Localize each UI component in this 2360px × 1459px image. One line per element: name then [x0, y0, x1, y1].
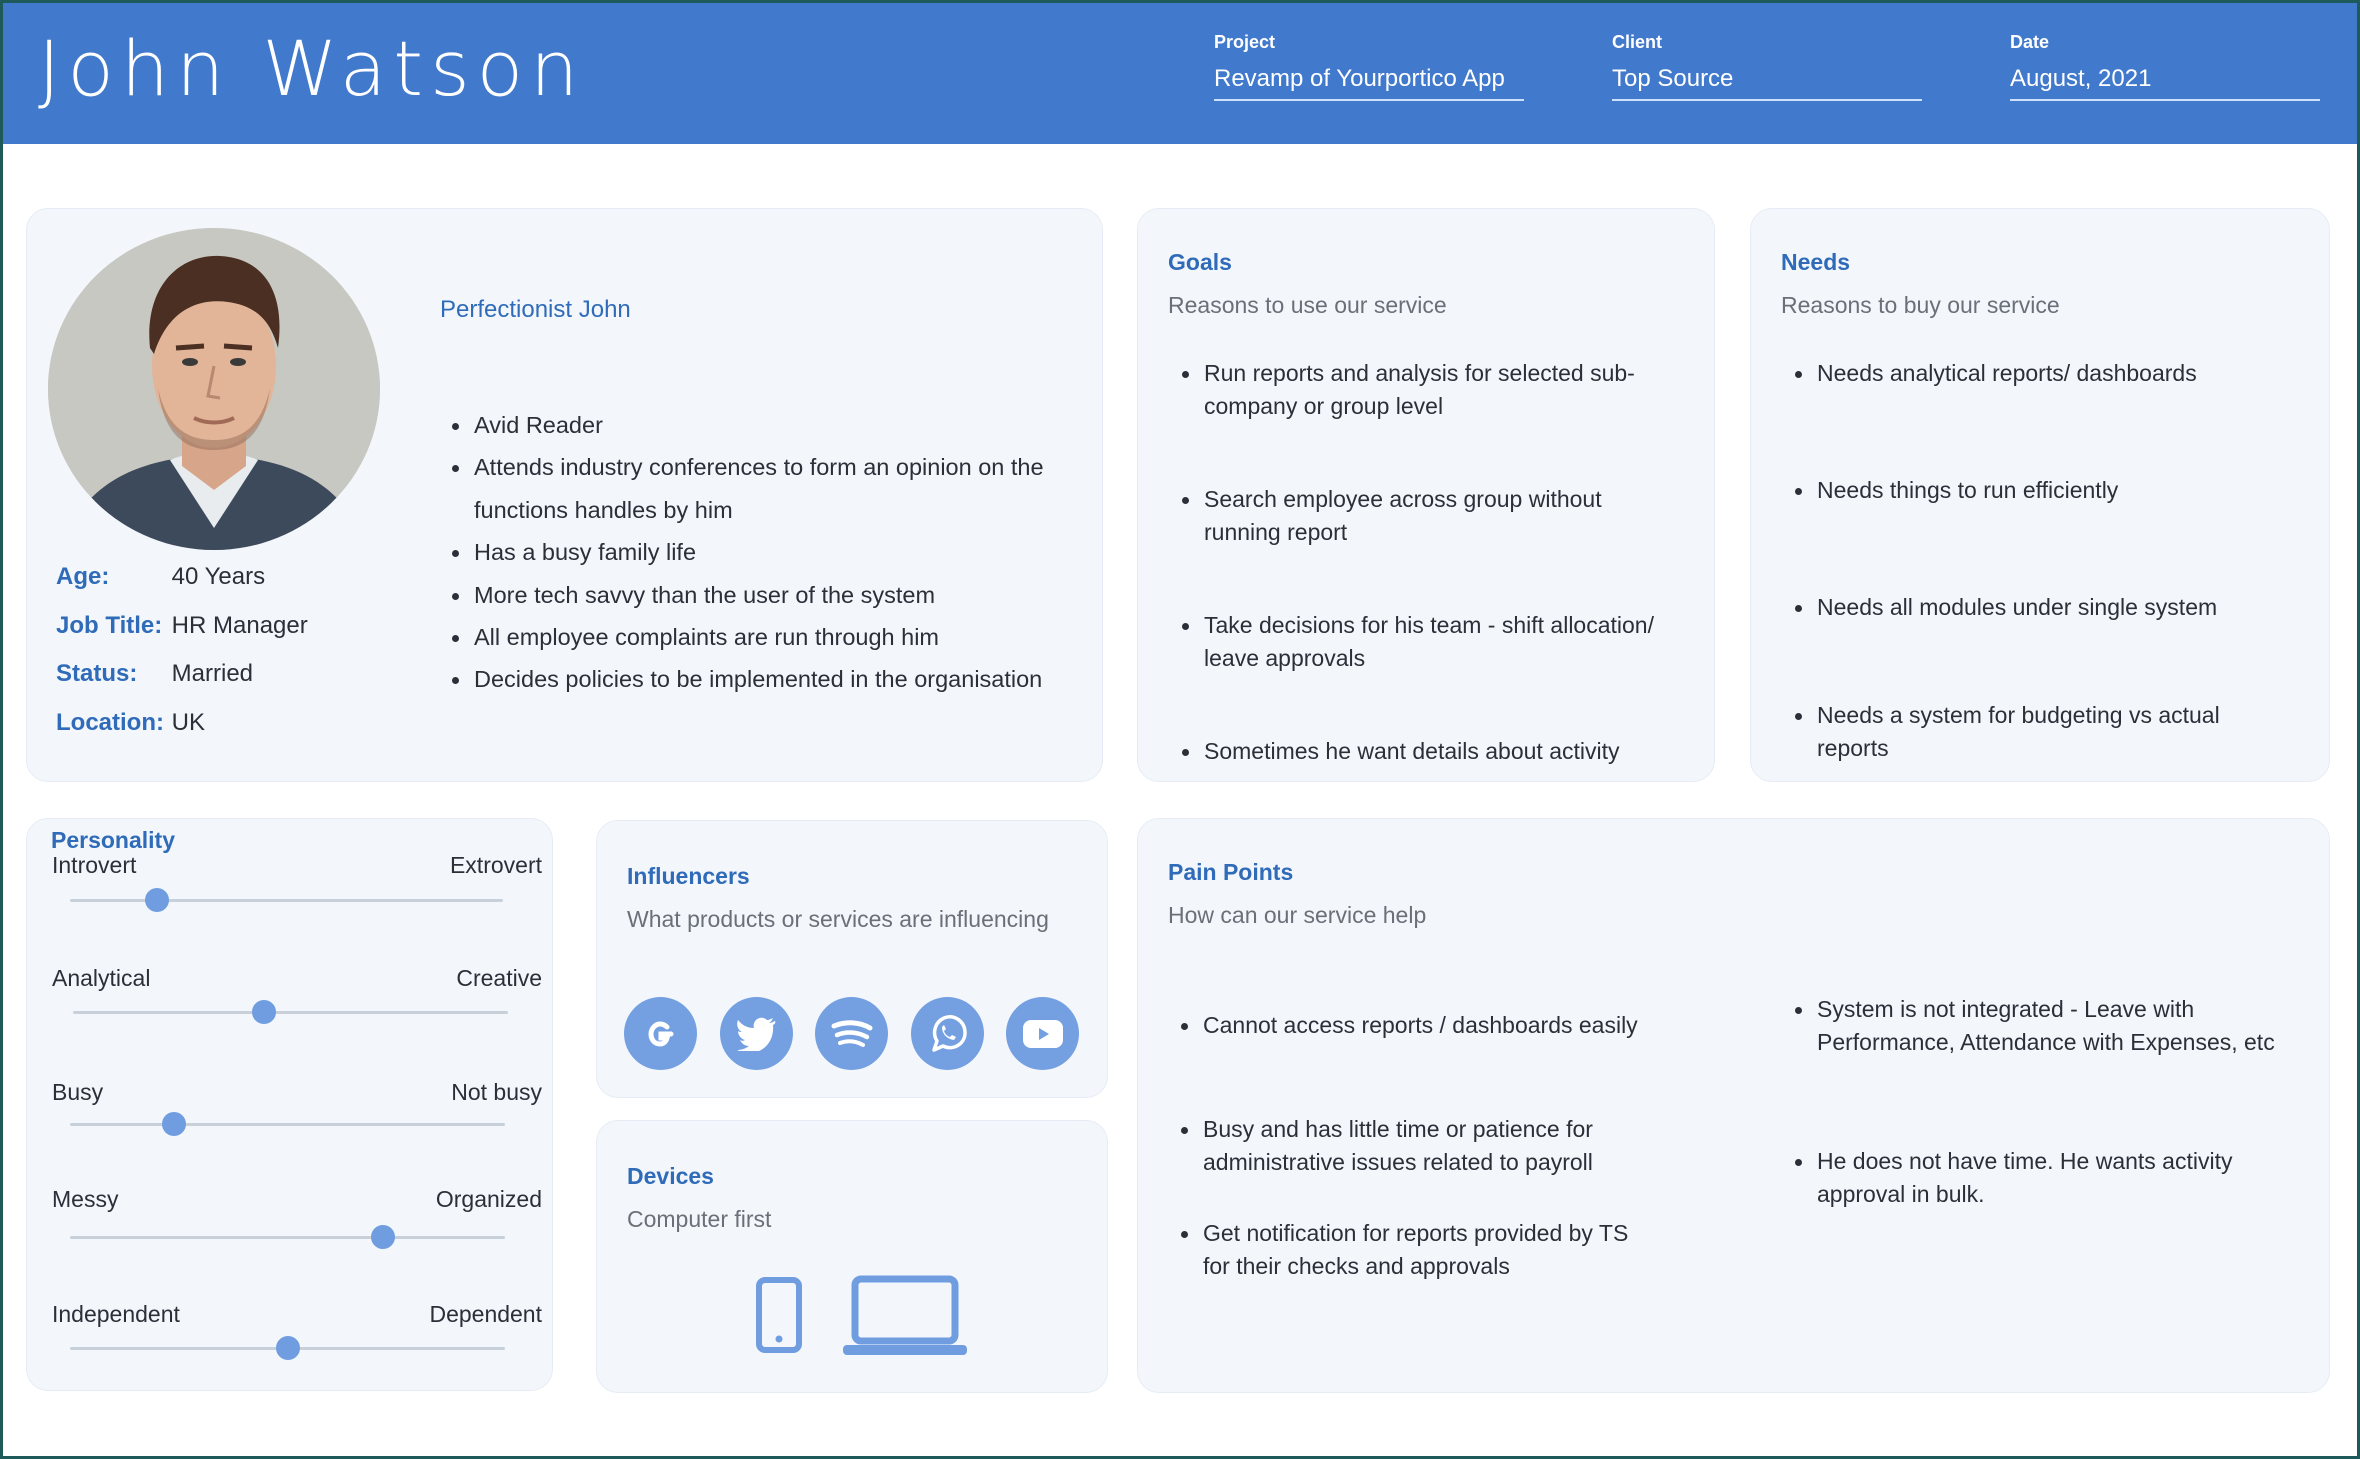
client-value: Top Source — [1612, 65, 1922, 101]
client-label: Client — [1612, 32, 1663, 52]
list-item: Get notification for reports provided by TS for their checks and approvals — [1167, 1217, 1647, 1283]
slider-busy-notbusy — [52, 1079, 542, 1106]
traits-list — [438, 404, 1098, 701]
list-item: Sometimes he want details about activity — [1168, 735, 1668, 768]
influencers-title: Influencers — [627, 863, 750, 889]
list-item: Run reports and analysis for selected sub-company or group level — [1168, 357, 1668, 483]
header-bar — [2, 2, 2358, 144]
devices-title: Devices — [627, 1163, 714, 1189]
phone-icon — [756, 1277, 802, 1353]
persona-nickname: Perfectionist John — [440, 296, 631, 323]
influencers-subtitle: What products or services are influencing — [627, 906, 1049, 932]
personality-title: Personality — [51, 827, 175, 853]
slider-left-label: Messy — [52, 1186, 119, 1212]
list-item: Needs analytical reports/ dashboards — [1781, 357, 2291, 474]
slider-left-label: Analytical — [52, 965, 151, 991]
fact-age — [56, 563, 308, 612]
fact-label: Location: — [56, 708, 164, 736]
fact-label: Age: — [56, 563, 110, 590]
slider-messy-organized — [52, 1186, 542, 1213]
slider-track — [70, 1123, 505, 1126]
date-field — [2010, 32, 2320, 101]
goals-title: Goals — [1168, 249, 1232, 275]
slider-track — [70, 899, 503, 902]
slider-knob[interactable] — [276, 1336, 300, 1360]
needs-title: Needs — [1781, 249, 1851, 275]
slider-right-label: Creative — [456, 965, 542, 991]
list-item: System is not integrated - Leave with Performance, Attendance with Expenses, etc — [1781, 993, 2291, 1145]
portrait-image — [48, 228, 380, 550]
slider-track — [70, 1236, 505, 1239]
twitter-icon[interactable] — [720, 997, 793, 1070]
pain-points-subtitle: How can our service help — [1168, 902, 1427, 928]
list-item: Busy and has little time or patience for administrative issues related to payroll — [1167, 1113, 1647, 1217]
fact-label: Job Title: — [56, 611, 163, 639]
goals-subtitle: Reasons to use our service — [1168, 292, 1447, 318]
list-item: Cannot access reports / dashboards easily — [1167, 1009, 1647, 1113]
pain-points-title: Pain Points — [1168, 859, 1294, 885]
persona-title: John Watson — [38, 24, 586, 113]
slider-left-label: Busy — [52, 1079, 104, 1105]
list-item: Attends industry conferences to form an opinion on the functions handles by him — [438, 446, 1098, 531]
fact-location — [56, 709, 308, 758]
devices-subtitle: Computer first — [627, 1206, 772, 1232]
slider-knob[interactable] — [371, 1225, 395, 1249]
needs-list — [1781, 357, 2291, 765]
goals-card — [1137, 208, 1715, 782]
slider-independent-dependent — [52, 1301, 542, 1328]
list-item: Needs a system for budgeting vs actual reports — [1781, 699, 2291, 765]
profile-facts — [56, 563, 308, 757]
fact-label: Status: — [56, 660, 138, 687]
fact-value: 40 Years — [171, 563, 266, 590]
list-item: Search employee across group without running report — [1168, 483, 1668, 609]
slider-right-label: Extrovert — [449, 852, 542, 878]
goals-list — [1168, 357, 1668, 768]
date-value: August, 2021 — [2010, 65, 2320, 101]
project-value: Revamp of Yourportico App — [1214, 65, 1524, 101]
list-item: He does not have time. He wants activity approval in bulk. — [1781, 1145, 2291, 1211]
fact-job-title — [56, 612, 308, 661]
fact-value: Married — [171, 660, 254, 687]
list-item: Has a busy family life — [438, 531, 1098, 573]
slider-right-label: Dependent — [429, 1301, 542, 1327]
youtube-icon[interactable] — [1006, 997, 1079, 1070]
slider-left-label: Introvert — [52, 852, 137, 878]
slider-left-label: Independent — [52, 1301, 180, 1327]
needs-subtitle: Reasons to buy our service — [1781, 292, 2060, 318]
list-item: Decides policies to be implemented in the organisation — [438, 658, 1098, 700]
slider-analytical-creative — [52, 965, 542, 992]
list-item: Needs things to run efficiently — [1781, 474, 2291, 591]
fact-status — [56, 660, 308, 709]
project-field — [1214, 32, 1524, 101]
pain-points-right-list — [1781, 993, 2291, 1211]
list-item: Take decisions for his team - shift allocation/ leave approvals — [1168, 609, 1668, 735]
laptop-icon — [843, 1275, 967, 1357]
slider-right-label: Organized — [435, 1186, 542, 1212]
date-label: Date — [2010, 32, 2050, 52]
slider-introvert-extrovert — [52, 852, 542, 879]
list-item: All employee complaints are run through him — [438, 616, 1098, 658]
list-item: More tech savvy than the user of the system — [438, 574, 1098, 616]
fact-value: HR Manager — [171, 611, 308, 639]
spotify-icon[interactable] — [815, 997, 888, 1070]
fact-value: UK — [171, 708, 206, 736]
slider-right-label: Not busy — [451, 1079, 542, 1105]
pain-points-left-list — [1167, 1009, 1647, 1283]
list-item: Avid Reader — [438, 404, 1098, 446]
google-icon[interactable] — [624, 997, 697, 1070]
slider-knob[interactable] — [145, 888, 169, 912]
client-field — [1612, 32, 1922, 101]
whatsapp-icon[interactable] — [911, 997, 984, 1070]
slider-track — [73, 1011, 508, 1014]
list-item: Needs all modules under single system — [1781, 591, 2291, 699]
needs-card — [1750, 208, 2330, 782]
avatar — [48, 228, 380, 550]
project-label: Project — [1214, 32, 1276, 52]
